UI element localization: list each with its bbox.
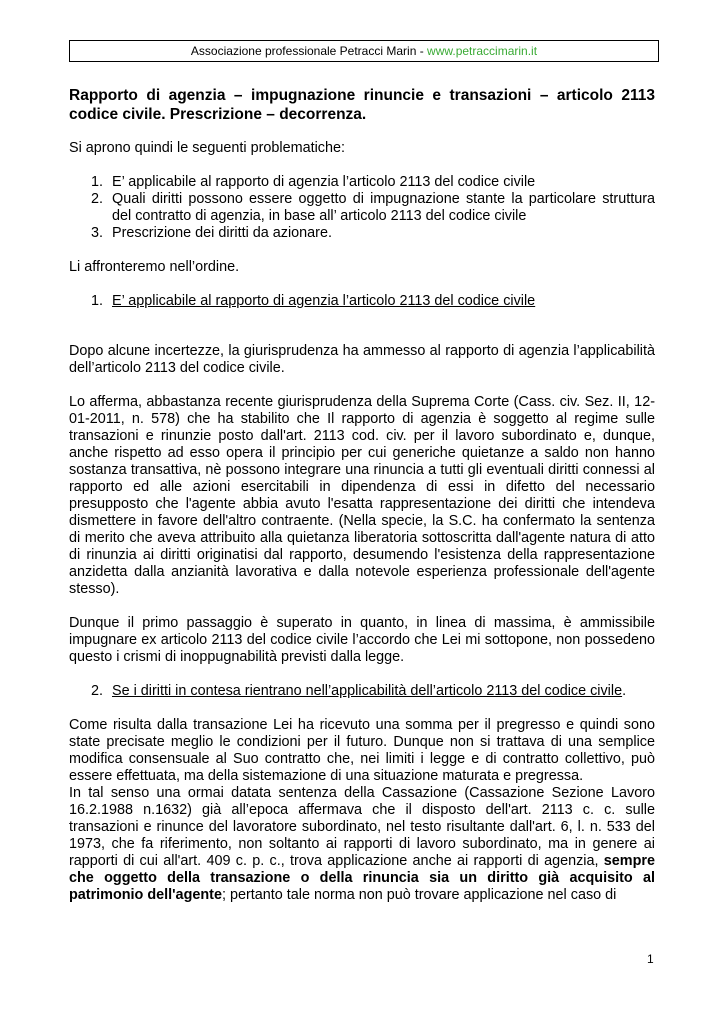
section-number: 1. xyxy=(91,293,104,309)
header-text: Associazione professionale Petracci Marin - xyxy=(190,44,428,58)
section-heading-item xyxy=(69,683,655,700)
paragraph-text: In tal senso una ormai datata sentenza della Cassazione (Cassazione Sezione Lavoro 16.2.1988 n.1632) già all’epoca affermava che il disposto dell'art. 2113 c. c. sulle transazioni e rinunce del lavoratore subordinato, nel testo risultante dall'art. 6, l. n. 533 del 1973, che fa riferimento, non soltanto ai rapporti di lavoro subordinato, ma in genere ai rapporti di cui all'art. 409 c. p. c., trova applicazione anche ai rapporti di agenzia, xyxy=(69,785,655,869)
section-2-heading xyxy=(69,683,655,700)
document-title: Rapporto di agenzia – impugnazione rinuncie e transazioni – articolo 2113 codice civile. Prescrizione – decorrenza. xyxy=(69,87,655,123)
paragraph-bold-text: sempre che oggetto della transazione o della rinuncia sia un diritto già acquisito al patrimonio dell'agente xyxy=(69,853,655,903)
section-heading-text: Se i diritti in contesa rientrano nell’applicabilità dell’articolo 2113 del codice civile xyxy=(112,683,623,699)
section-heading-text: E’ applicabile al rapporto di agenzia l’articolo 2113 del codice civile xyxy=(112,293,536,309)
section-heading-item xyxy=(69,293,655,310)
header-site-link[interactable]: www.petraccimarin.it xyxy=(427,44,538,58)
list-item-text: Prescrizione dei diritti da azionare. xyxy=(112,225,332,241)
list-item xyxy=(69,191,655,225)
section-number: 2. xyxy=(91,683,104,699)
list-item-text: Quali diritti possono essere oggetto di impugnazione stante la particolare struttura del contratto di agenzia, in base all’ articolo 2113 del codice civile xyxy=(112,191,655,224)
paragraph: Come risulta dalla transazione Lei ha ricevuto una somma per il pregresso e quindi sono state precisate meglio le condizioni per il futuro. Dunque non si trattava di una semplice modifica consensuale al Suo contratto che, nei limiti i legge e di contratto collettivo, può essere effettuata, ma della sistemazione di una situazione maturata e pregressa. xyxy=(69,717,655,784)
order-paragraph: Li affronteremo nell’ordine. xyxy=(69,259,240,275)
section-heading-period: . xyxy=(622,683,627,699)
paragraph-tail-text: ; pertanto tale norma non può trovare applicazione nel caso di xyxy=(221,887,617,903)
list-item-number: 2. xyxy=(91,191,104,207)
problem-list xyxy=(69,174,655,242)
list-item-number: 1. xyxy=(91,174,104,190)
paragraph xyxy=(69,785,655,904)
paragraph: Dopo alcune incertezze, la giurisprudenza ha ammesso al rapporto di agenzia l’applicabilità dell’articolo 2113 del codice civile. xyxy=(69,343,655,376)
page-number: 1 xyxy=(647,952,654,966)
paragraph: Lo afferma, abbastanza recente giurisprudenza della Suprema Corte (Cass. civ. Sez. II, 12-01-2011, n. 578) che ha stabilito che Il rapporto di agenzia è soggetto al regime sulle transazioni e rinunzie posto dall'art. 2113 cod. civ. per il lavoro subordinato e, dunque, anche rispetto ad esso opera il principio per cui generiche quietanze a saldo non hanno sostanza transattiva, nè possono integrare una rinuncia a tutti gli eventuali diritti connessi al rapporto ed alle azioni esercitabili in dipendenza di essi in difetto del necessario presupposto che l'agente abbia avuto l'esatta rappresentazione dei diritti che intendeva dismettere in favore dell'altro contraente. (Nella specie, la S.C. ha confermato la sentenza di merito che aveva attribuito alla quietanza liberatoria sottoscritta dall'agente natura di atto di rinunzia ai diritti originatisi dal rapporto, desumendo l'esistenza della rappresentazione anzidetta dalla anzianità lavorativa e dalla notevole esperienza professionale dell'agente stesso). xyxy=(69,394,655,597)
list-item xyxy=(69,225,655,242)
list-item-number: 3. xyxy=(91,225,104,241)
intro-paragraph: Si aprono quindi le seguenti problematiche: xyxy=(69,140,346,156)
list-item-text: E’ applicabile al rapporto di agenzia l’articolo 2113 del codice civile xyxy=(112,174,536,190)
document-body xyxy=(69,86,655,904)
page-header xyxy=(69,40,659,62)
paragraph: Dunque il primo passaggio è superato in quanto, in linea di massima, è ammissibile impugnare ex articolo 2113 del codice civile l’accordo che Lei mi sottopone, non possedeno questo i crismi di inoppugnabilità previsti dalla legge. xyxy=(69,615,655,665)
section-1-heading xyxy=(69,293,655,310)
list-item xyxy=(69,174,655,191)
